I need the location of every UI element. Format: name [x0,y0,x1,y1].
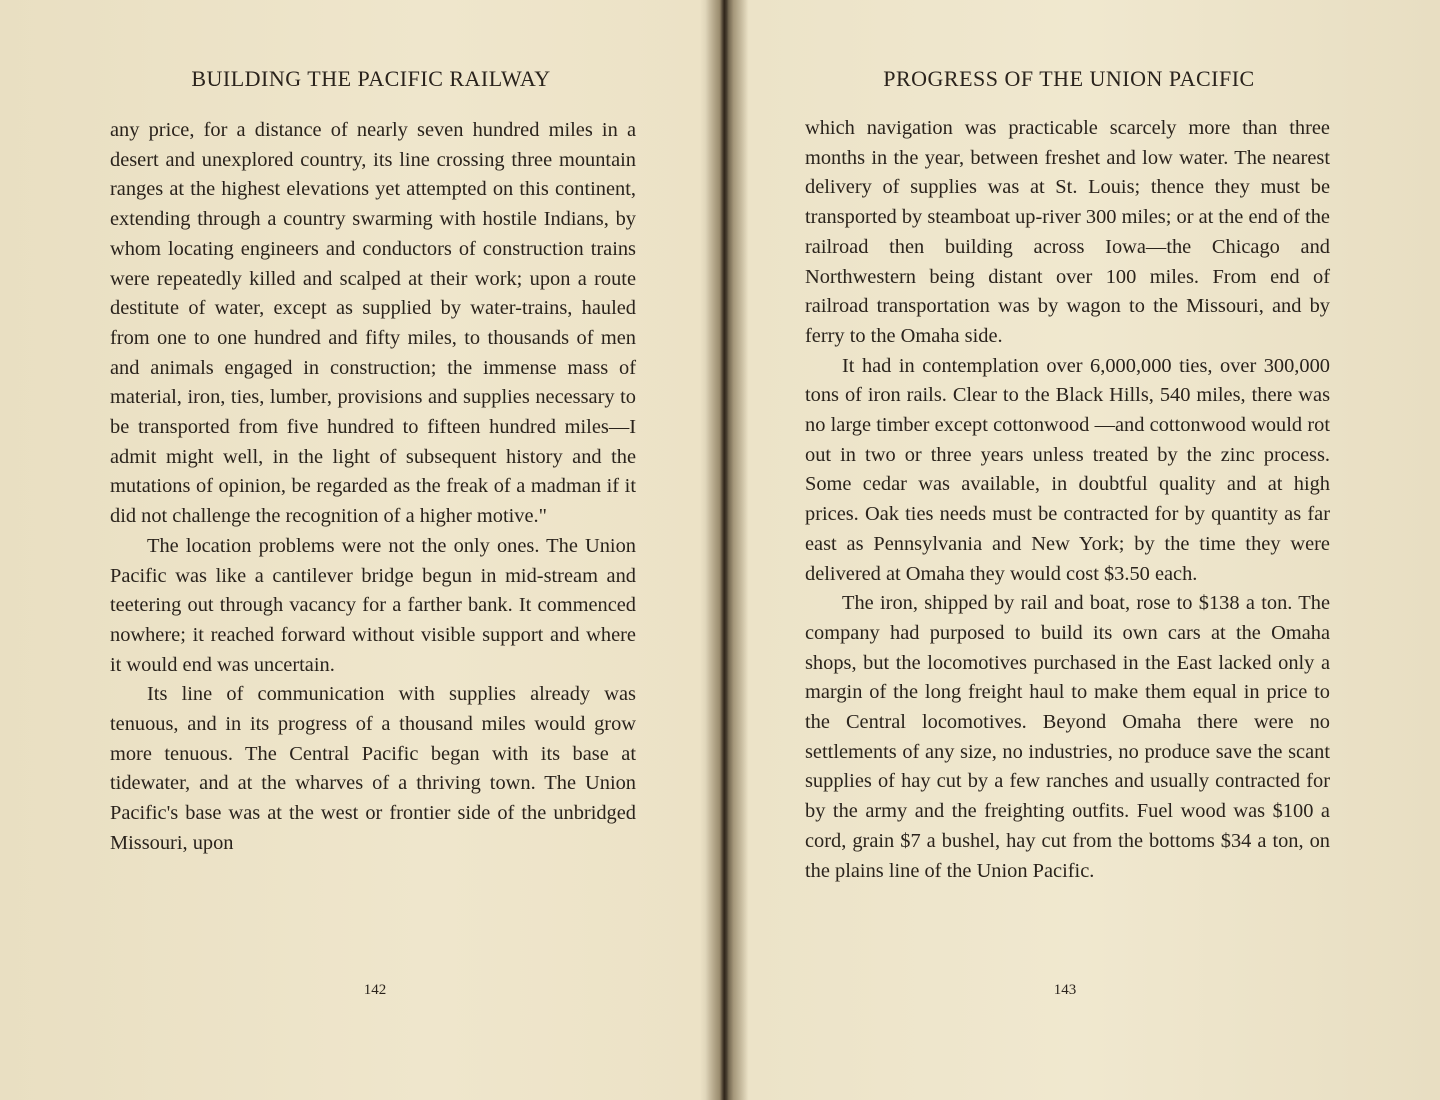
paragraph: It had in contemplation over 6,000,000 ties, over 300,000 tons of iron rails. Clear to the Black Hills, 540 miles, there was no large timber except cottonwood —and cottonwood would rot out in two or three years unless treated by the zinc process. Some cedar was available, in doubtful quality and at high prices. Oak ties needs must be contracted for by quantity as far east as Pennsylvania and New York; by the time they were delivered at Omaha they would cost $3.50 each. [805,354,1330,585]
body-text-left [110,116,636,859]
paragraph: The location problems were not the only ones. The Union Pacific was like a cantilever bridge begun in mid-stream and teetering out through vacancy for a farther bank. It commenced nowhere; it reached forward without visible support and where it would end was uncertain. [110,534,636,676]
page-number-left: 142 [363,982,387,998]
page-number-right: 143 [1053,982,1077,998]
paragraph: Its line of communication with supplies already was tenuous, and in its progress of a thousand miles would grow more tenuous. The Central Pacific began with its base at tidewater, and at the wharves of a thriving town. The Union Pacific's base was at the west or frontier side of the unbridged Missouri, upon [110,683,636,854]
running-head-left: BUILDING THE PACIFIC RAILWAY [191,66,551,91]
paragraph: The iron, shipped by rail and boat, rose to $138 a ton. The company had purposed to build its own cars at the Omaha shops, but the locomotives purchased in the East lacked only a margin of the long freight haul to make them equal in price to the Central locomotives. Beyond Omaha there were no settlements of any size, no industries, no produce save the scant supplies of hay cut by a few ranches and usually contracted for by the army and the freighting outfits. Fuel wood was $100 a cord, grain $7 a bushel, hay cut from the bottoms $34 a ton, on the plains line of the Union Pacific. [805,592,1330,882]
paragraph: which navigation was practicable scarcely more than three months in the year, between freshet and low water. The nearest delivery of supplies was at St. Louis; thence they must be transported by steamboat up-river 300 miles; or at the end of the railroad then building across Iowa—the Chicago and Northwestern being distant over 100 miles. From end of railroad transportation was by wagon to the Missouri, and by ferry to the Omaha side. [805,117,1330,347]
right-page [724,0,1440,1100]
body-text-right [805,114,1330,886]
running-head-right: PROGRESS OF THE UNION PACIFIC [883,66,1255,91]
paragraph: any price, for a distance of nearly seven hundred miles in a desert and unexplored country, its line crossing three mountain ranges at the highest elevations yet attempted on this continent, extending through a country swarming with hostile Indians, by whom locating engineers and conductors of construction trains were repeatedly killed and scalped at their work; upon a route destitute of water, except as supplied by water-trains, hauled from one to one hundred and fifty miles, to thousands of men and animals engaged in construction; the immense mass of material, iron, ties, lumber, provisions and supplies necessary to be transported from five hundred to fifteen hundred miles—I admit might well, in the light of subsequent history and the mutations of opinion, be regarded as the freak of a madman if it did not challenge the recognition of a higher motive." [110,119,636,528]
